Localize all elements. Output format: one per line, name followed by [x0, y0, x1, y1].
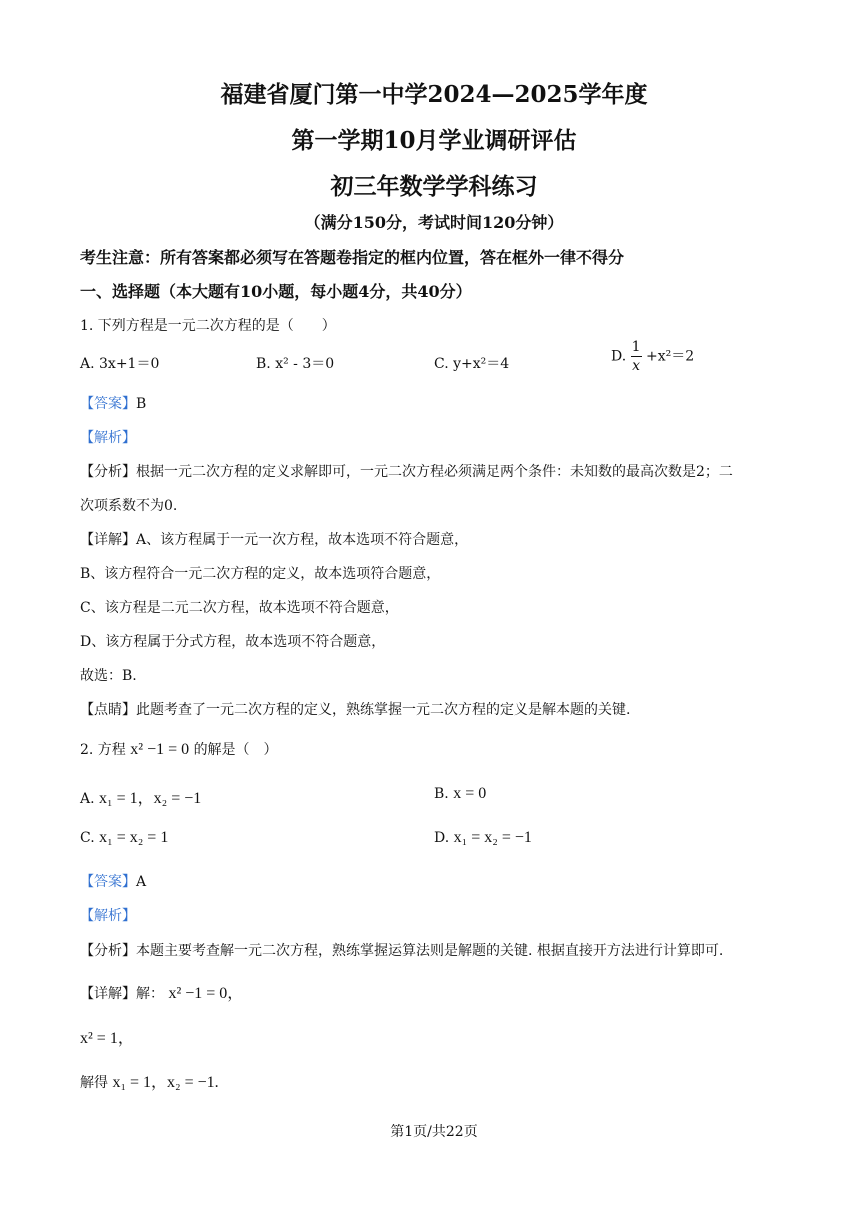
q2-step2: [80, 1025, 134, 1048]
answer-value: B: [136, 396, 147, 412]
q2-option-c-label: C.: [80, 830, 95, 846]
q1-option-b-label: B.: [256, 356, 271, 372]
xiangjie-text: A、该方程属于一元一次方程，故本选项不符合题意，: [136, 532, 469, 548]
fenxi-tag: 【分析】: [80, 464, 136, 480]
fraction-bar: [631, 356, 642, 357]
q1-option-c-label: C.: [434, 356, 449, 372]
step2-equation: x² = 1，: [80, 1030, 134, 1047]
q2-stem-prefix: 2. 方程: [80, 742, 126, 758]
q2-option-c-text: x₁ = x₂ = 1: [99, 829, 169, 846]
q1-option-d-rest: +x²＝2: [646, 348, 695, 365]
q1-option-c-text: y+x²＝4: [453, 356, 510, 372]
q1-option-a-label: A.: [80, 356, 95, 372]
fenxi-text: 本题主要考查解一元二次方程，熟练掌握运算法则是解题的关键. 根据直接开方法进行计算即可.: [136, 943, 724, 959]
q1-stem: 1. 下列方程是一元二次方程的是（ ）: [80, 318, 336, 334]
q2-option-a-label: A.: [80, 791, 95, 807]
q2-analysis-tag: 【解析】: [80, 908, 136, 924]
page-footer: 第1页/共22页: [390, 1124, 478, 1140]
xiangjie-equation: x² −1 = 0，: [168, 985, 244, 1002]
q2-answer: [80, 871, 146, 891]
q1-xiangjie-c: C、该方程是二元二次方程，故本选项不符合题意，: [80, 600, 399, 616]
answer-tag: 【答案】: [80, 396, 136, 412]
doc-title-line3: 初三年数学学科练习: [330, 173, 538, 200]
score-note: （满分150分，考试时间120分钟）: [304, 213, 564, 232]
q2-xiangjie: [80, 980, 243, 1003]
q2-option-c: [80, 829, 168, 847]
exam-notice: 考生注意：所有答案都必须写在答题卷指定的框内位置，答在框外一律不得分: [80, 248, 625, 267]
q2-stem: [80, 739, 278, 759]
q2-option-d-label: D.: [434, 830, 450, 846]
q2-option-d: [434, 829, 532, 847]
q1-option-c: [434, 353, 509, 373]
q2-option-a: [80, 785, 201, 808]
q2-option-b: [434, 785, 486, 803]
q2-step3: [80, 1069, 219, 1092]
q1-xiangjie-a: [80, 529, 468, 549]
xiangjie-tag: 【详解】: [80, 532, 136, 548]
q1-option-d-fraction: [631, 340, 642, 373]
answer-value: A: [136, 874, 147, 890]
q1-option-d-label: D.: [611, 348, 627, 365]
q1-xiangjie-b: B、该方程符合一元二次方程的定义，故本选项符合题意，: [80, 566, 441, 582]
q1-option-a: [80, 353, 159, 373]
doc-title-line2: 第一学期10月学业调研评估: [291, 127, 577, 154]
section1-heading: 一、选择题（本大题有10小题，每小题4分，共40分）: [80, 282, 472, 301]
q2-option-b-label: B.: [434, 786, 449, 802]
q2-stem-equation: x² −1 = 0: [130, 741, 190, 758]
q1-xiangjie-d: D、该方程属于分式方程，故本选项不符合题意，: [80, 634, 386, 650]
q1-option-d: [611, 340, 694, 373]
q1-dianjing: [80, 699, 630, 719]
fenxi-text: 根据一元二次方程的定义求解即可，一元二次方程必须满足两个条件：未知数的最高次数是2；二: [136, 464, 733, 480]
doc-title-line1: 福建省厦门第一中学2024—2025学年度: [220, 81, 648, 108]
q1-fenxi-line1: [80, 461, 733, 481]
q2-option-b-text: x = 0: [453, 785, 487, 802]
xiangjie-tag: 【详解】: [80, 986, 136, 1002]
q1-option-b: [256, 353, 334, 373]
q1-answer: [80, 393, 146, 413]
dianjing-tag: 【点睛】: [80, 702, 136, 718]
dianjing-text: 此题考查了一元二次方程的定义，熟练掌握一元二次方程的定义是解本题的关键.: [136, 702, 631, 718]
q1-choose: 故选：B.: [80, 668, 137, 684]
q2-option-a-text: x₁ = 1，x₂ = −1: [99, 790, 202, 807]
fraction-denominator: x: [632, 358, 641, 374]
xiangjie-prefix: 解：: [136, 986, 164, 1002]
q1-fenxi-line2: 次项系数不为0.: [80, 498, 178, 514]
step3-equation: x₁ = 1，x₂ = −1.: [112, 1074, 219, 1091]
q2-option-d-text: x₁ = x₂ = −1: [453, 829, 532, 846]
q1-option-a-text: 3x+1＝0: [99, 356, 160, 372]
fenxi-tag: 【分析】: [80, 943, 136, 959]
step3-prefix: 解得: [80, 1075, 108, 1091]
q2-fenxi: [80, 940, 723, 960]
answer-tag: 【答案】: [80, 874, 136, 890]
fraction-numerator: 1: [631, 339, 641, 355]
q2-stem-suffix: 的解是（ ）: [193, 742, 278, 758]
q1-option-b-text: x² - 3＝0: [275, 356, 335, 372]
q1-analysis-tag: 【解析】: [80, 430, 136, 446]
